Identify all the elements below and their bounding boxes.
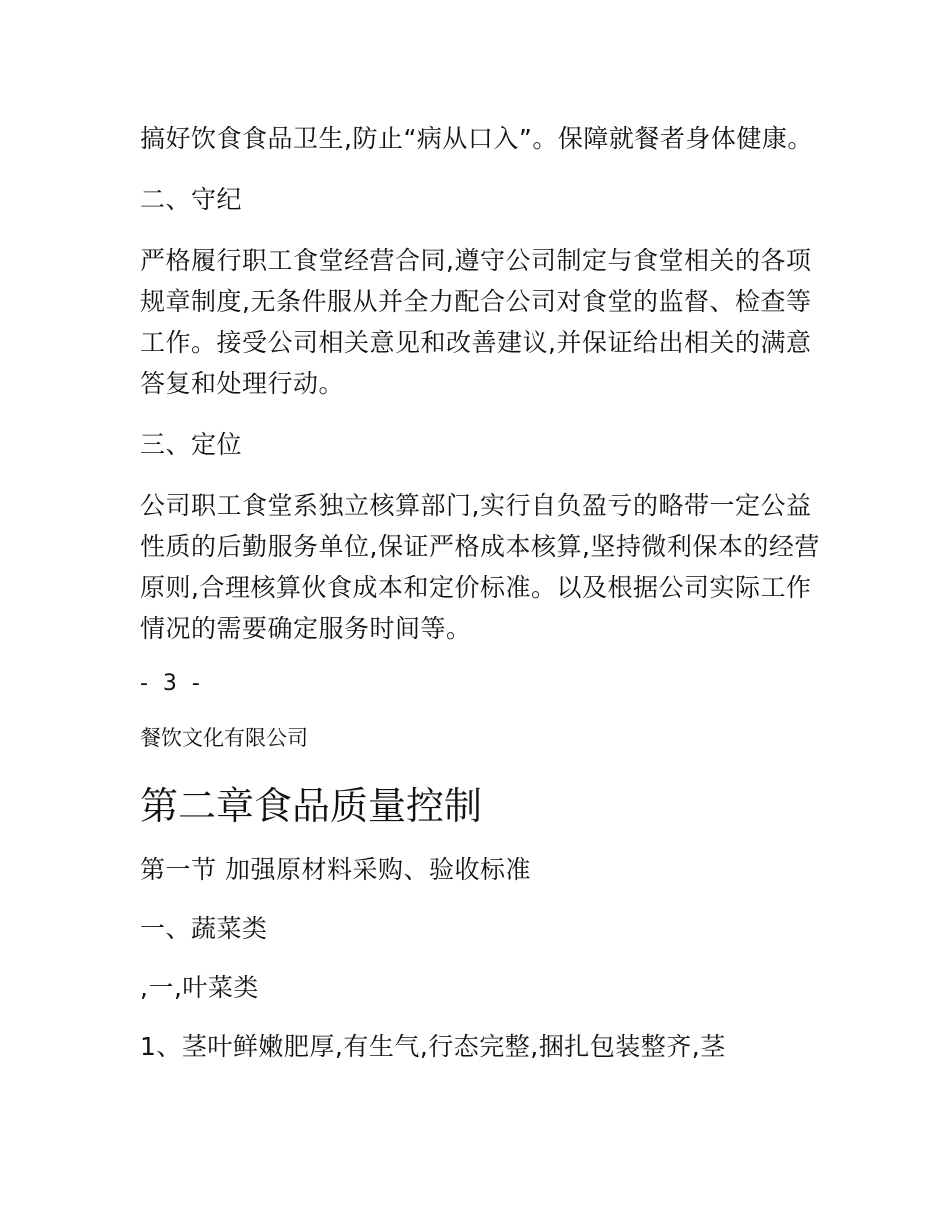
chapter-title: 第二章食品质量控制	[140, 784, 483, 828]
document-content	[140, 118, 820, 1067]
paragraph-hygiene: 搞好饮食食品卫生,防止“病从口入”。保障就餐者身体健康。	[140, 124, 813, 153]
standard-item-1: 1、茎叶鲜嫩肥厚,有生气,行态完整,捆扎包装整齐,茎	[140, 1032, 726, 1061]
company-name: 餐饮文化有限公司	[140, 726, 308, 750]
heading-discipline: 二、守纪	[140, 185, 243, 214]
paragraph-positioning: 公司职工食堂系独立核算部门,实行自负盈亏的略带一定公益性质的后勤服务单位,保证严格成本核算,坚持微利保本的经营原则,合理核算伙食成本和定价标准。以及根据公司实际工作情况的需要确定服务时间等。	[140, 491, 820, 643]
section-title: 第一节 加强原材料采购、验收标准	[140, 855, 531, 884]
paragraph-discipline: 严格履行职工食堂经营合同,遵守公司制定与食堂相关的各项规章制度,无条件服从并全力配合公司对食堂的监督、检查等工作。接受公司相关意见和改善建议,并保证给出相关的满意答复和处理行动。	[140, 246, 812, 398]
subcategory-leafy: ,一,叶菜类	[140, 973, 259, 1002]
category-vegetables: 一、蔬菜类	[140, 914, 268, 943]
page-number: - 3 -	[140, 671, 204, 696]
heading-positioning: 三、定位	[140, 430, 243, 459]
